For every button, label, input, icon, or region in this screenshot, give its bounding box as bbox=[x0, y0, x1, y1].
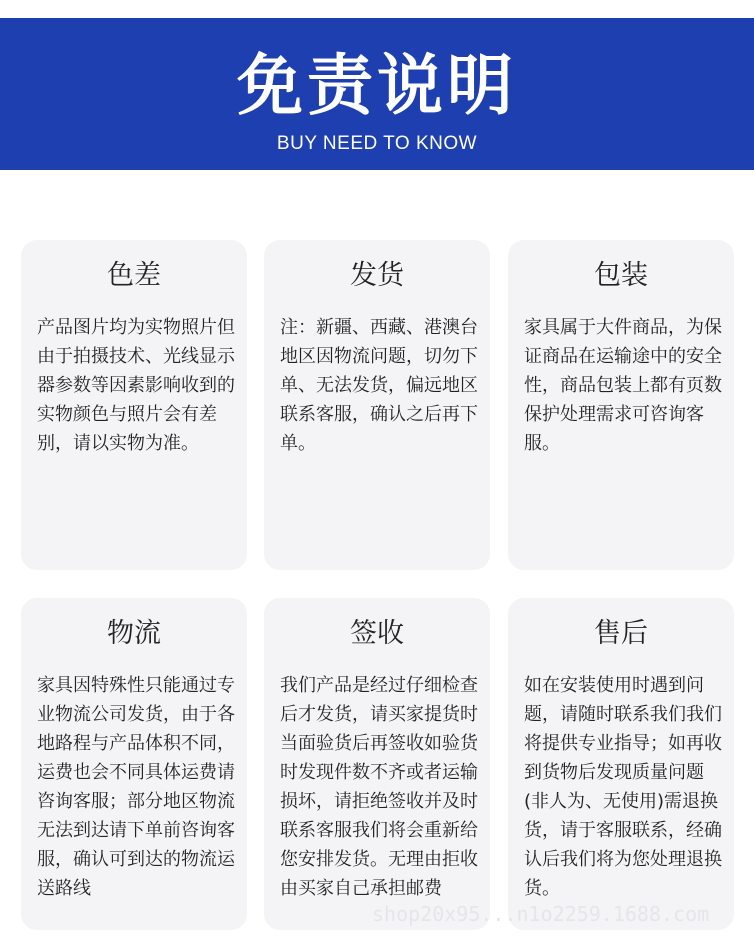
card-body: 注：新疆、西藏、港澳台地区因物流问题，切勿下单、无法发货，偏远地区联系客服，确认之后再下单。 bbox=[280, 317, 478, 454]
card-packaging bbox=[508, 240, 734, 570]
card-body: 家具因特殊性只能通过专业物流公司发货，由于各地路程与产品体积不同，运费也会不同具体运费请咨询客服；部分地区物流无法到达请下单前咨询客服，确认可到达的物流运送路线 bbox=[37, 675, 235, 899]
card-title: 售后 bbox=[594, 618, 648, 649]
card-logistics bbox=[21, 598, 247, 930]
card-title: 发货 bbox=[350, 260, 404, 291]
card-title: 物流 bbox=[107, 618, 161, 649]
card-shipping bbox=[264, 240, 490, 570]
card-body: 产品图片均为实物照片但由于拍摄技术、光线显示器参数等因素影响收到的实物颜色与照片会有差别，请以实物为准。 bbox=[37, 317, 235, 454]
card-color-difference bbox=[21, 240, 247, 570]
card-title: 色差 bbox=[107, 260, 161, 291]
card-body: 家具属于大件商品，为保证商品在运输途中的安全性，商品包装上都有页数保护处理需求可咨询客服。 bbox=[524, 317, 722, 454]
watermark: shop20x95...n1o2259.1688.com bbox=[372, 902, 710, 926]
card-after-sales bbox=[508, 598, 734, 930]
card-title: 签收 bbox=[350, 618, 404, 649]
card-title: 包装 bbox=[594, 260, 648, 291]
header-banner bbox=[0, 18, 754, 170]
page-subtitle: BUY NEED TO KNOW bbox=[276, 133, 478, 154]
card-receipt bbox=[264, 598, 490, 930]
card-body: 我们产品是经过仔细检查后才发货，请买家提货时当面验货后再签收如验货时发现件数不齐或者运输损坏，请拒绝签收并及时联系客服我们将会重新给您安排发货。无理由拒收由买家自己承担邮费 bbox=[280, 675, 478, 899]
card-body: 如在安装使用时遇到问题，请随时联系我们我们将提供专业指导；如再收到货物后发现质量问题(非人为、无使用)需退换货，请于客服联系，经确认后我们将为您处理退换货。 bbox=[524, 675, 722, 899]
page-title: 免责说明 bbox=[237, 47, 517, 124]
